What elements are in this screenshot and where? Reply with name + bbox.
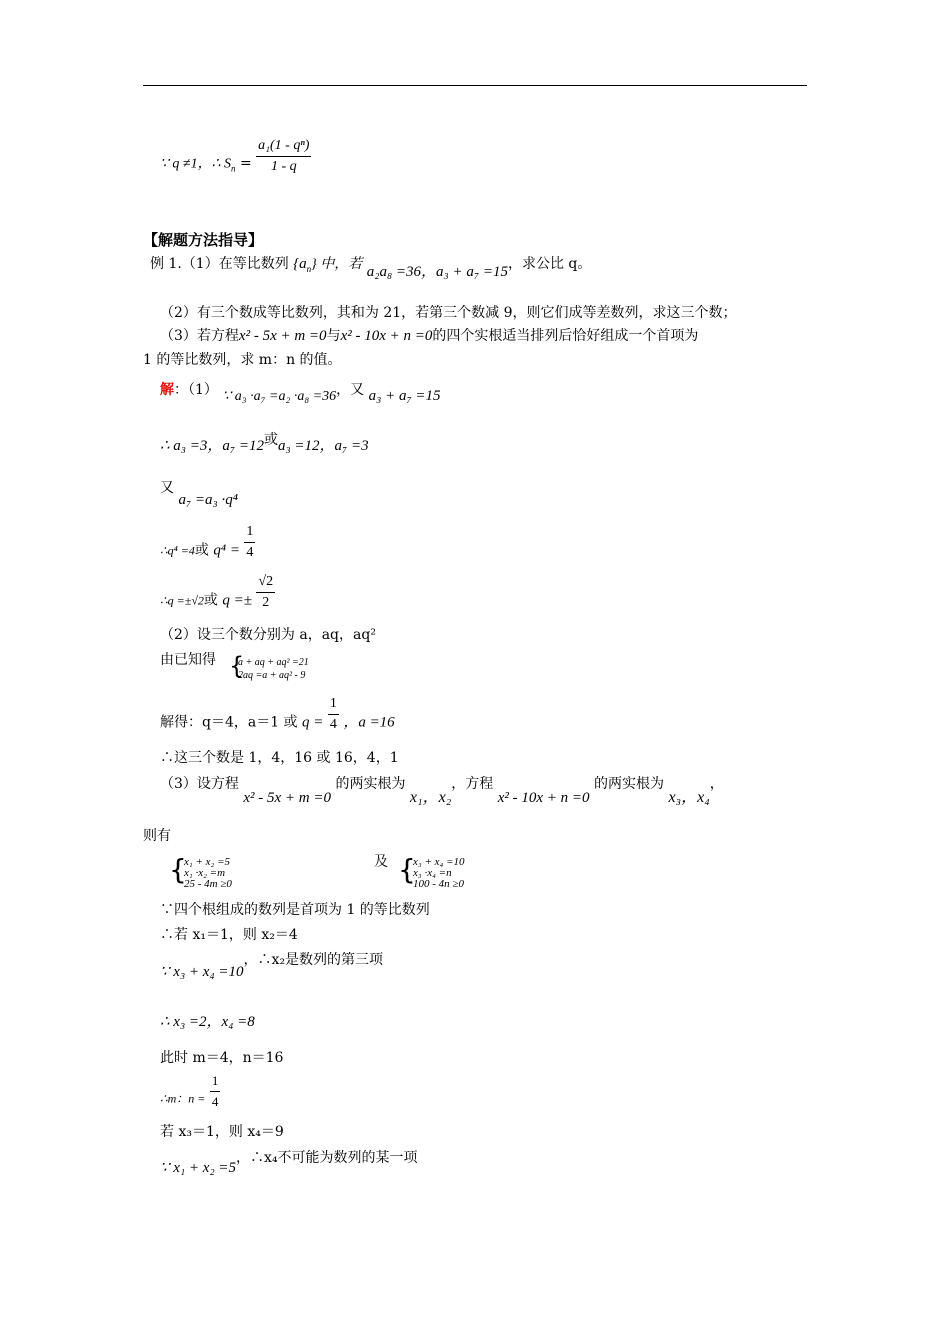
q5-line: 此时 m＝4，n＝16 bbox=[160, 1050, 284, 1066]
sol-a: ：（1） bbox=[174, 382, 218, 398]
q4-text: ∴ x₃ =2，x₄ =8 bbox=[160, 1014, 255, 1030]
q3-line bbox=[160, 950, 384, 980]
system-b-line-2: x₃ ·x₄ =n bbox=[413, 867, 452, 879]
ex3-b: x² - 5x + m =0 bbox=[238, 328, 327, 344]
sn-formula bbox=[160, 138, 311, 178]
solution-1-line bbox=[160, 380, 441, 404]
sn-sub: n bbox=[231, 163, 236, 174]
ex1-f: ，求公比 q。 bbox=[507, 256, 592, 272]
system-b-line-3: 100 - 4n ≥0 bbox=[413, 878, 464, 890]
sn-eq: = bbox=[235, 155, 252, 172]
p2-den: 4 bbox=[329, 717, 337, 732]
p3-i: ， bbox=[709, 776, 724, 792]
s5-b: 或 bbox=[203, 592, 218, 609]
q8-b: ，∴x₄不可能为数列的某一项 bbox=[236, 1150, 418, 1166]
s4-c: q⁴ = bbox=[213, 542, 240, 559]
solution-4-line bbox=[160, 524, 255, 563]
s3-a: 又 bbox=[160, 480, 174, 496]
q3-b: ，∴x₂是数列的第三项 bbox=[243, 952, 384, 968]
system-b-line-1: x₃ + x₄ =10 bbox=[413, 856, 465, 868]
q1-line: ∵四个根组成的数列是首项为 1 的等比数列 bbox=[160, 902, 430, 918]
sn-fraction bbox=[256, 136, 311, 177]
p2-c: 解得：q＝4，a＝1 或 bbox=[160, 714, 298, 731]
sol-b: ∵ a₃ ·a₇ =a₂ ·a₈ =36 bbox=[222, 389, 337, 404]
sn-lead: ∵ q ≠1，∴ S bbox=[160, 156, 231, 172]
ex1-b: {a bbox=[293, 256, 307, 272]
system-a-line-1: x₁ + x₂ =5 bbox=[184, 856, 231, 868]
q8-a: ∵ x₁ + x₂ =5 bbox=[160, 1160, 237, 1176]
sol-c: ，又 bbox=[336, 382, 365, 398]
p2-e: ，a =16 bbox=[343, 714, 395, 731]
s4-b: 或 bbox=[194, 542, 209, 559]
example-3-line-2: 1 的等比数列，求 m：n 的值。 bbox=[143, 352, 342, 368]
part-3-intro bbox=[160, 774, 724, 806]
s3-b: a₇ =a₃ ·q⁴ bbox=[178, 492, 238, 508]
example-2-line: （2）有三个数成等比数列，其和为 21，若第三个数减 9，则它们成等差数列，求这三个数； bbox=[160, 305, 737, 321]
p3-e: ，方程 bbox=[451, 776, 494, 792]
ex3-d: x² - 10x + n =0 bbox=[340, 328, 433, 344]
example-3-line bbox=[160, 326, 698, 346]
ex1-d: } 中，若 bbox=[311, 257, 363, 272]
s2-c: a₃ =12，a₇ =3 bbox=[277, 438, 369, 454]
q6-line bbox=[160, 1073, 220, 1112]
p3-c: 的两实根为 bbox=[335, 776, 406, 792]
sn-den: 1 - q bbox=[270, 159, 297, 174]
ex3-a: （3）若方程 bbox=[160, 328, 239, 344]
s5-c: q =± bbox=[222, 592, 252, 609]
p3-d: x₁，x₂ bbox=[409, 789, 452, 806]
part-2-brace: { bbox=[229, 652, 245, 680]
s2-b: 或 bbox=[263, 432, 278, 448]
part-2-conclusion: ∴这三个数是 1，4，16 或 16，4，1 bbox=[160, 750, 399, 766]
q3-a: ∵ x₃ + x₄ =10 bbox=[160, 964, 244, 980]
q4-line bbox=[160, 1012, 255, 1032]
ex1-c: n bbox=[306, 263, 312, 274]
s4-fraction bbox=[244, 522, 255, 563]
q6-den: 4 bbox=[211, 1094, 219, 1109]
system-a-line-2: x₁ ·x₂ =m bbox=[184, 867, 226, 879]
q6-fraction bbox=[210, 1071, 221, 1112]
system-a-brace: { bbox=[169, 853, 187, 886]
sol-d: a₃ + a₇ =15 bbox=[368, 388, 441, 404]
header-rule bbox=[143, 85, 807, 86]
s5-fraction bbox=[256, 572, 275, 613]
ex1-a: 例 1.（1）在等比数列 bbox=[150, 256, 289, 272]
ex3-e: 的四个实根适当排列后恰好组成一个首项为 bbox=[432, 328, 699, 344]
p2-fraction bbox=[328, 694, 339, 735]
solution-5-line bbox=[160, 574, 275, 613]
q8-line bbox=[160, 1148, 418, 1176]
part-2-system-line-1: a + aq + aq² =21 bbox=[238, 657, 309, 668]
part-2-system-line-2: 2aq =a + aq² - 9 bbox=[238, 670, 306, 681]
q6-num: 1 bbox=[210, 1071, 221, 1092]
q2-line: ∴若 x₁＝1，则 x₂＝4 bbox=[160, 927, 298, 943]
p3-b: x² - 5x + m =0 bbox=[243, 790, 332, 806]
p3-g: 的两实根为 bbox=[593, 776, 664, 792]
p3-h: x₃，x₄ bbox=[668, 789, 710, 806]
s4-a: ∴q⁴ =4 bbox=[160, 543, 195, 558]
system-b-brace: { bbox=[398, 853, 416, 886]
s2-a: ∴ a₃ =3，a₇ =12 bbox=[160, 438, 264, 454]
ex3-c: 与 bbox=[326, 328, 341, 344]
system-a-line-3: 25 - 4m ≥0 bbox=[184, 878, 232, 890]
p3-f: x² - 10x + n =0 bbox=[497, 790, 590, 806]
part-2-result bbox=[160, 696, 395, 735]
p3-a: （3）设方程 bbox=[160, 776, 239, 792]
s5-a: ∴q =±√2 bbox=[160, 593, 204, 608]
p2-num: 1 bbox=[328, 694, 339, 715]
p2-d: q = bbox=[302, 714, 324, 731]
ex1-e: a₂a₈ =36，a₃ + a₇ =15 bbox=[366, 264, 508, 280]
sn-num: a₁(1 - qⁿ) bbox=[256, 136, 311, 157]
s4-num: 1 bbox=[244, 522, 255, 543]
section-heading: 【解题方法指导】 bbox=[143, 231, 264, 249]
part-3-then: 则有 bbox=[143, 828, 171, 844]
s5-den: 2 bbox=[262, 595, 270, 610]
solution-label: 解 bbox=[160, 382, 174, 398]
part-2-given: 由已知得 bbox=[160, 652, 216, 668]
q7-line: 若 x₃＝1，则 x₄＝9 bbox=[160, 1124, 284, 1140]
s4-den: 4 bbox=[246, 545, 254, 560]
example-1-line bbox=[150, 254, 591, 279]
solution-2-line bbox=[160, 430, 369, 454]
solution-3-line bbox=[160, 478, 238, 508]
part-2-intro: （2）设三个数分别为 a，aq，aq² bbox=[160, 627, 376, 643]
q6-a: ∴m：n = bbox=[160, 1091, 206, 1106]
s5-num: √2 bbox=[256, 572, 275, 593]
system-and: 及 bbox=[374, 854, 388, 870]
